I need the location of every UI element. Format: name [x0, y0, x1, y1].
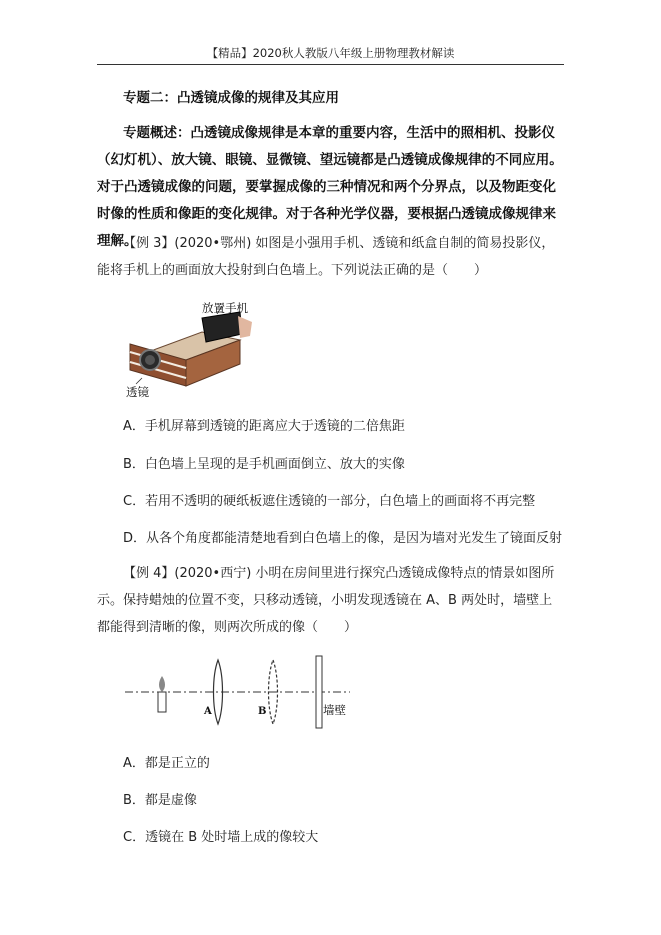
example-4-option-a: A．都是正立的: [123, 756, 210, 771]
example-3-option-a: A．手机屏幕到透镜的距离应大于透镜的二倍焦距: [123, 419, 405, 434]
example-4-option-c: C．透镜在 B 处时墙上成的像较大: [123, 830, 319, 845]
candle-flame: [159, 676, 165, 692]
lens-experiment-diagram: [120, 650, 560, 730]
header-divider: [97, 64, 564, 65]
projector-box-photo: [122, 300, 262, 400]
example-3-stem: 【例 3】(2020•鄂州) 如图是小强用手机、透镜和纸盒自制的简易投影仪，能将手机上的画面放大投射到白色墙上。下列说法正确的是（ ）: [97, 236, 555, 278]
example-4-option-b: B．都是虚像: [123, 793, 197, 808]
example-3-option-d: D．从各个角度都能清楚地看到白色墙上的像，是因为墙对光发生了镜面反射: [123, 531, 563, 546]
label-b: B: [258, 706, 267, 717]
example-3-option-b: B．白色墙上呈现的是手机画面倒立、放大的实像: [123, 457, 405, 472]
label-phone-placement: 放置手机: [202, 301, 248, 315]
example-3-option-c: C．若用不透明的硬纸板遮住透镜的一部分，白色墙上的画面将不再完整: [123, 494, 536, 509]
wall: [316, 656, 322, 728]
page-header: 【精品】2020秋人教版八年级上册物理教材解读: [206, 46, 455, 60]
label-wall: 墙壁: [323, 703, 346, 717]
example-4-stem: 【例 4】(2020•西宁) 小明在房间里进行探究凸透镜成像特点的情景如图所示。保持蜡烛的位置不变，只移动透镜，小明发现透镜在 A、B 两处时，墙壁上都能得到清晰的像，则两次所成的像（ ）: [97, 566, 555, 635]
candle: [158, 692, 166, 712]
section-title: 专题二：凸透镜成像的规律及其应用: [123, 90, 339, 106]
label-a: A: [204, 706, 212, 717]
label-lens: 透镜: [126, 385, 149, 399]
section-overview: 专题概述：凸透镜成像规律是本章的重要内容，生活中的照相机、投影仪（幻灯机）、放大镜、眼镜、显微镜、望远镜都是凸透镜成像规律的不同应用。对于凸透镜成像的问题，要掌握成像的三种情况和两个分界点，以及物距变化时像的性质和像距的变化规律。对于各种光学仪器，要根据凸透镜成像规律来理解。: [97, 125, 563, 249]
